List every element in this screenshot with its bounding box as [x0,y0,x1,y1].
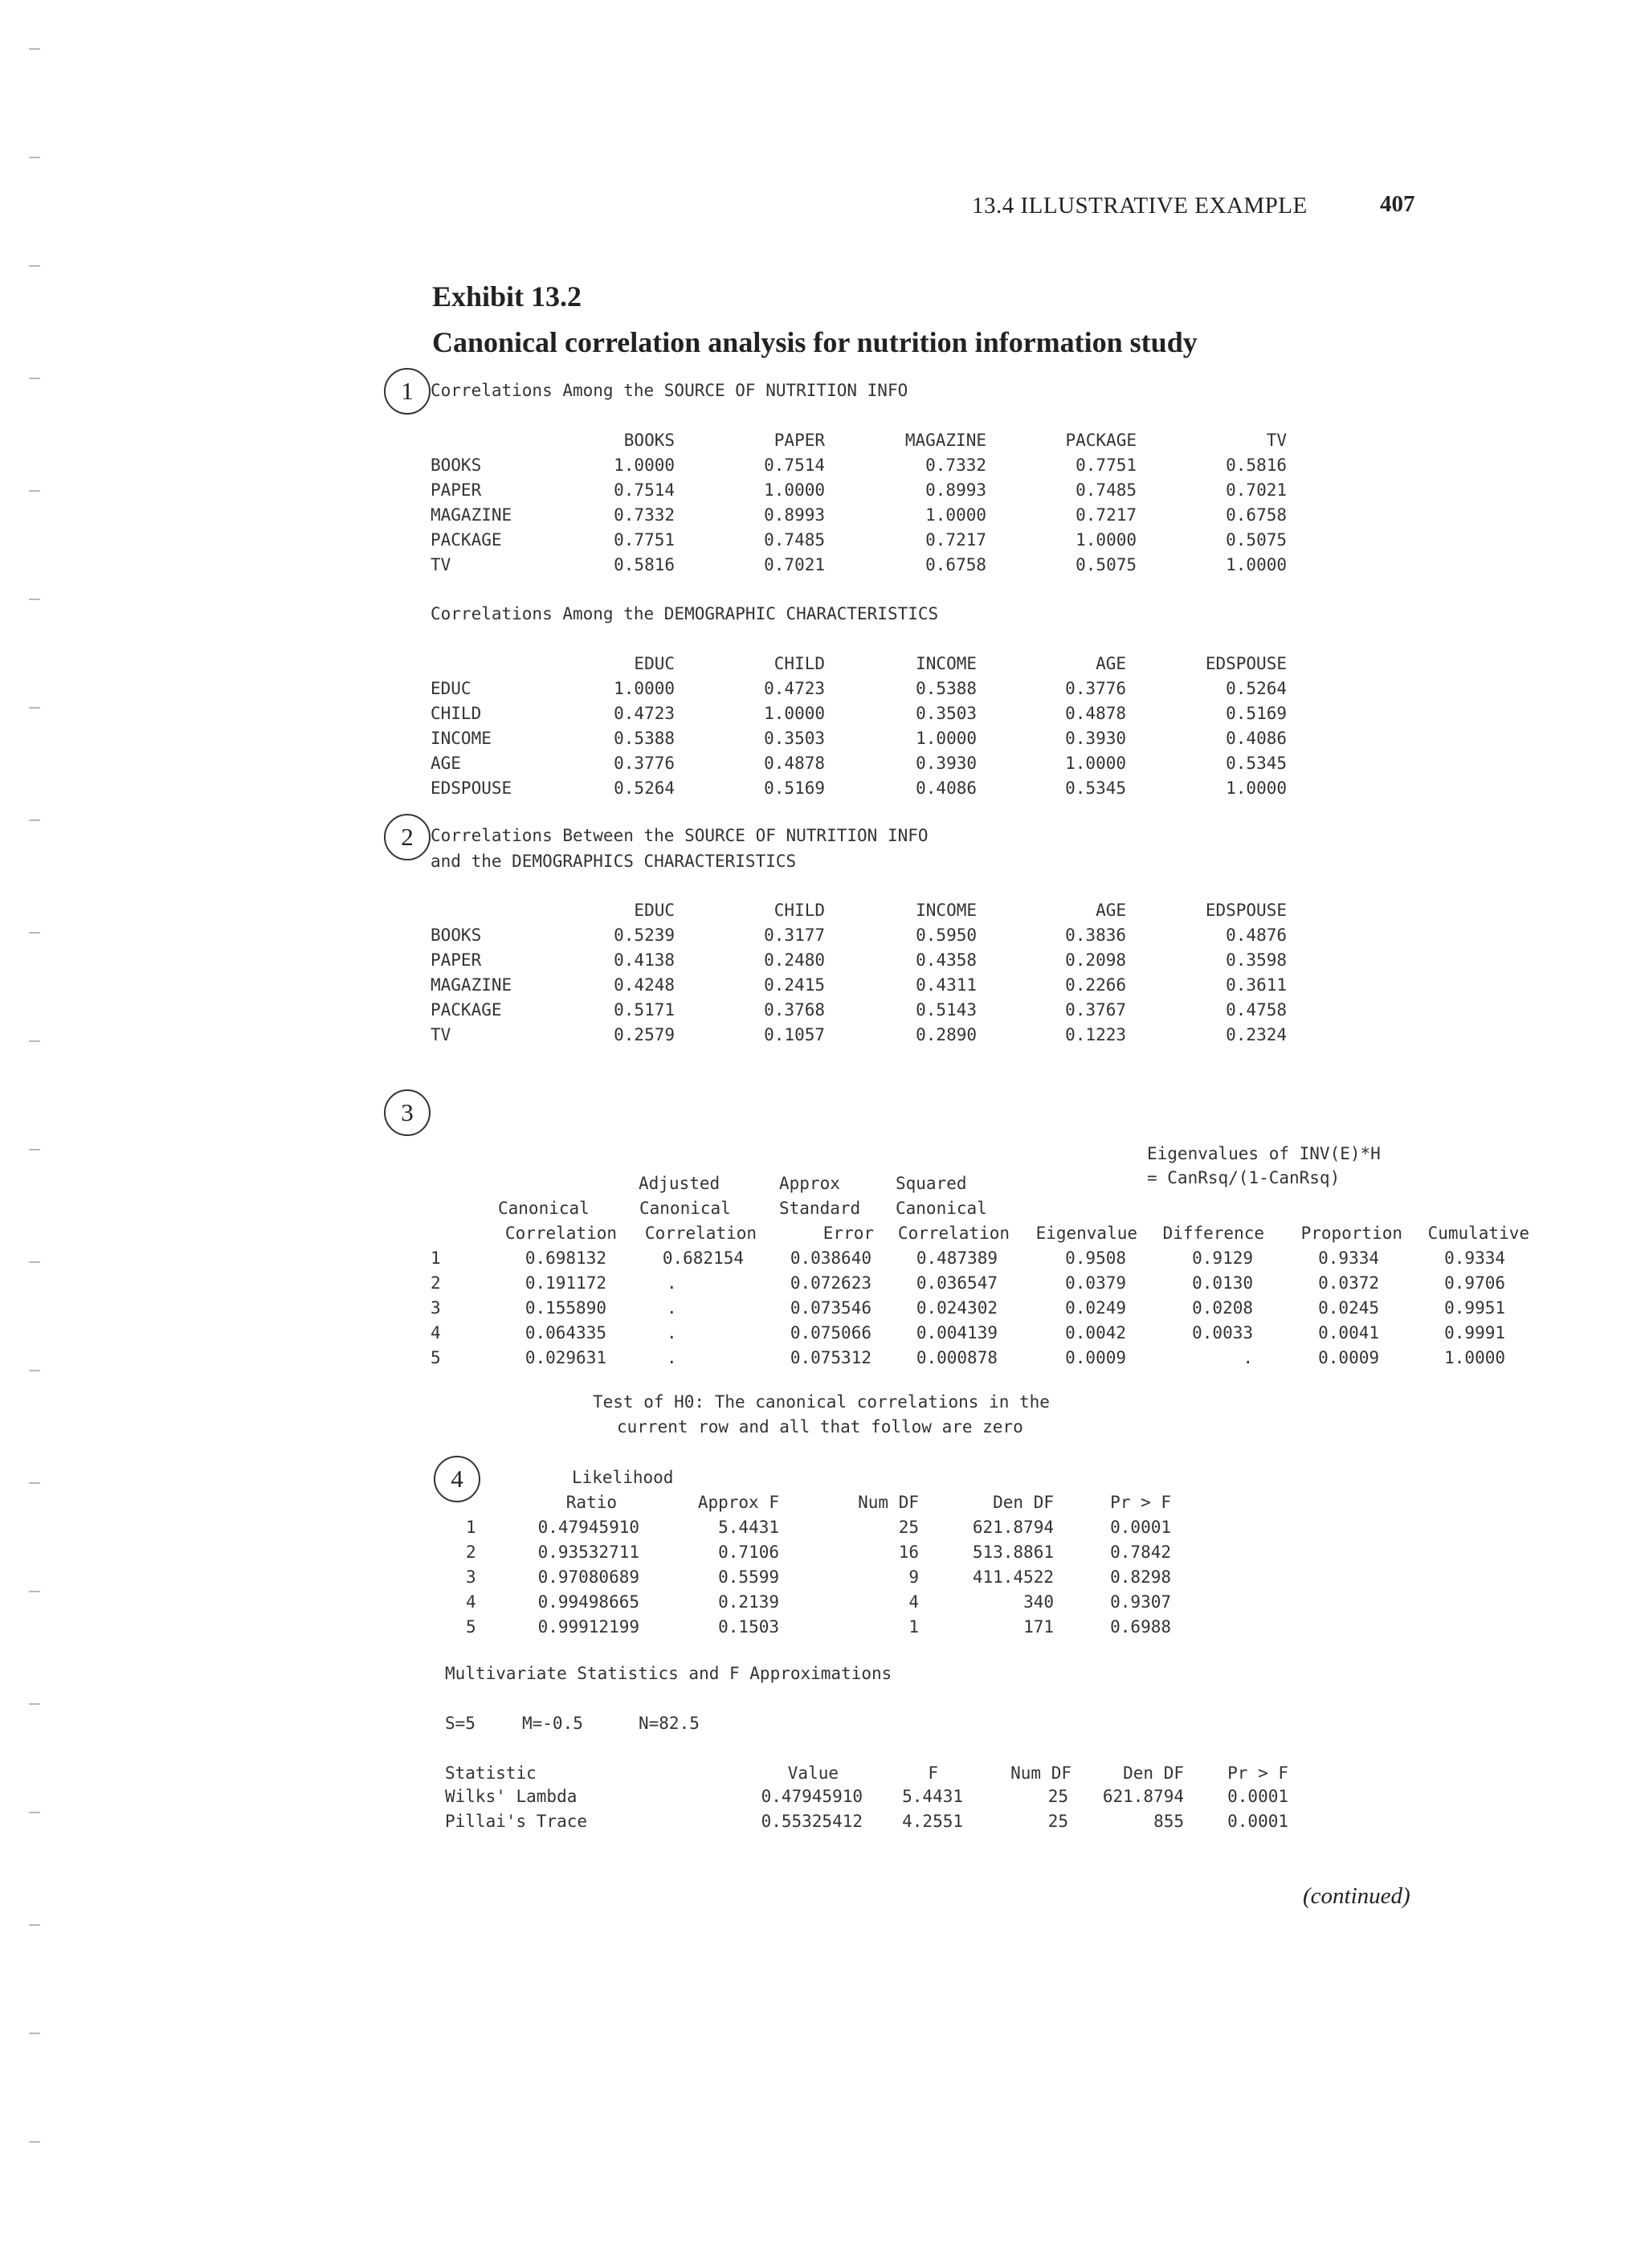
column-header: Num DF [858,1493,919,1512]
table-cell: 0.036547 [916,1273,998,1293]
binding-mark [29,819,40,821]
column-header: INCOME [916,901,977,920]
table-cell: 9 [908,1567,919,1587]
table-cell: 0.6758 [925,555,986,574]
table-cell: 0.9991 [1444,1323,1505,1342]
table-cell: 1 [908,1617,919,1637]
column-header: CHILD [774,901,825,920]
table-cell: 0.4878 [1065,704,1126,723]
table-cell: 0.7217 [1076,505,1137,525]
column-header: Correlation [504,1224,617,1243]
column-header: Pr > F [1110,1493,1171,1512]
table-cell: 0.5345 [1226,754,1287,773]
test-h0-line-1: Test of H0: The canonical correlations in the [593,1392,1050,1412]
table-cell: 0.5599 [718,1567,779,1587]
table-cell: 0.5143 [916,1000,977,1020]
binding-mark [29,2141,40,2143]
table-cell: 340 [1023,1592,1054,1612]
table-cell: 0.4086 [916,778,977,798]
column-header: BOOKS [623,431,675,450]
table-cell: 0.155890 [525,1298,606,1318]
table-cell: 0.3930 [916,754,977,773]
page-number: 407 [1380,191,1415,217]
column-header: Value [787,1763,839,1783]
table-cell: 0.8993 [764,505,825,525]
column-header: EDSPOUSE [1205,901,1287,920]
table-cell: 0.4876 [1226,926,1287,945]
table-cell: 0.073546 [790,1298,871,1318]
head-adjusted: Adjusted [639,1174,720,1193]
table-cell: 0.682154 [662,1248,744,1268]
row-label: MAGAZINE [431,975,512,995]
column-header: Den DF [1123,1763,1184,1783]
table-cell: 0.7106 [718,1543,779,1562]
table-cell: 0.2266 [1065,975,1126,995]
table-cell: 0.0379 [1065,1273,1126,1293]
table-cell: 0.4723 [614,704,675,723]
table-cell: 0.2098 [1065,950,1126,970]
column-header: EDSPOUSE [1205,654,1287,673]
binding-mark [29,1812,40,1813]
table-cell: 0.3598 [1226,950,1287,970]
table-cell: 0.6988 [1110,1617,1171,1637]
row-label: PACKAGE [431,1000,502,1020]
column-header: CHILD [774,654,825,673]
binding-mark [29,1040,40,1042]
row-number: 4 [431,1323,441,1342]
binding-mark [29,1149,40,1150]
head-canonical-2: Canonical [639,1199,731,1218]
n-param: N=82.5 [639,1714,700,1733]
table-cell: 1.0000 [764,704,825,723]
row-label: MAGAZINE [431,505,512,525]
column-header: Proportion [1300,1224,1402,1243]
table-cell: 0.0001 [1110,1518,1171,1537]
column-header: Correlation [897,1224,1010,1243]
table-cell: 0.3503 [764,729,825,748]
section-marker-3: 3 [384,1089,431,1136]
table-cell: 1.0000 [916,729,977,748]
row-label: Pillai's Trace [445,1812,588,1831]
column-header: AGE [1096,654,1126,673]
column-header: Pr > F [1227,1763,1288,1783]
table-cell: 0.000878 [916,1348,998,1367]
table-cell: 0.038640 [790,1248,871,1268]
column-header: INCOME [916,654,977,673]
table-cell: 0.075312 [790,1348,871,1367]
table-cell: 0.9307 [1110,1592,1171,1612]
column-header: Statistic [445,1763,537,1783]
table-cell: 0.5950 [916,926,977,945]
row-number: 1 [466,1518,476,1537]
row-label: EDSPOUSE [431,778,512,798]
table-cell: 0.029631 [525,1348,606,1367]
table-cell: 0.5075 [1226,530,1287,550]
binding-mark [29,265,40,267]
table-cell: 0.698132 [525,1248,606,1268]
binding-mark [29,1703,40,1705]
table-cell: 0.7751 [1076,456,1137,475]
column-header: Approx F [697,1493,779,1512]
table-cell: 5.4431 [902,1787,963,1806]
eigen-header-1: Eigenvalues of INV(E)*H [1147,1144,1381,1163]
table-cell: 0.7332 [925,456,986,475]
row-number: 2 [431,1273,441,1293]
table-cell: 25 [1047,1787,1068,1806]
binding-mark [29,2033,40,2034]
table-cell: 0.7021 [1226,480,1287,500]
column-header: Error [822,1224,874,1243]
table-cell: 0.5264 [614,778,675,798]
table-cell: 0.0001 [1227,1787,1288,1806]
row-label: EDUC [431,679,471,698]
table-cell: . [1243,1348,1253,1367]
table-cell: . [667,1348,677,1367]
source-corr-title: Correlations Among the SOURCE OF NUTRITION INFO [431,381,908,400]
table-cell: 0.191172 [525,1273,606,1293]
table-cell: 0.55325412 [761,1812,863,1831]
column-header: EDUC [634,654,675,673]
table-cell: 0.2579 [614,1025,675,1044]
eigen-header-2: = CanRsq/(1-CanRsq) [1147,1168,1341,1187]
table-cell: 0.7514 [614,480,675,500]
table-cell: 0.5816 [1226,456,1287,475]
table-cell: 0.2139 [718,1592,779,1612]
table-cell: 0.5169 [764,778,825,798]
table-cell: 411.4522 [972,1567,1054,1587]
table-cell: 0.0009 [1318,1348,1379,1367]
table-cell: 25 [898,1518,919,1537]
table-cell: 0.99498665 [537,1592,639,1612]
row-label: BOOKS [431,926,482,945]
table-cell: 0.5345 [1065,778,1126,798]
table-cell: 0.3776 [1065,679,1126,698]
table-cell: 0.9508 [1065,1248,1126,1268]
table-cell: 0.5075 [1076,555,1137,574]
table-cell: 0.0372 [1318,1273,1379,1293]
row-number: 2 [466,1543,476,1562]
table-cell: 0.1057 [764,1025,825,1044]
table-cell: 16 [898,1543,919,1562]
table-cell: 0.3503 [916,704,977,723]
column-header: Num DF [1010,1763,1071,1783]
table-cell: 0.0041 [1318,1323,1379,1342]
head-canonical-3: Canonical [896,1199,987,1218]
column-header: Ratio [565,1493,617,1512]
continued-note: (continued) [1303,1883,1410,1909]
binding-mark [29,490,40,492]
table-cell: 0.7217 [925,530,986,550]
table-cell: 1.0000 [1076,530,1137,550]
column-header: PACKAGE [1065,431,1137,450]
table-cell: 0.024302 [916,1298,998,1318]
column-header: TV [1266,431,1287,450]
table-cell: 855 [1153,1812,1184,1831]
table-cell: 1.0000 [925,505,986,525]
row-number: 5 [466,1617,476,1637]
row-label: Wilks' Lambda [445,1787,578,1806]
exhibit-title: Canonical correlation analysis for nutrition information study [432,326,1198,358]
table-cell: 0.9334 [1318,1248,1379,1268]
table-cell: 0.47945910 [761,1787,863,1806]
row-label: PAPER [431,480,482,500]
head-standard: Standard [779,1199,861,1218]
table-cell: 621.8794 [972,1518,1054,1537]
column-header: Eigenvalue [1035,1224,1137,1243]
table-cell: 0.4138 [614,950,675,970]
column-header: PAPER [774,431,825,450]
table-cell: 0.2415 [764,975,825,995]
table-cell: 0.47945910 [537,1518,639,1537]
row-number: 1 [431,1248,441,1268]
table-cell: 0.9334 [1444,1248,1505,1268]
table-cell: . [667,1323,677,1342]
table-cell: 513.8861 [972,1543,1054,1562]
table-cell: 0.5171 [614,1000,675,1020]
table-cell: 0.4723 [764,679,825,698]
row-label: TV [431,1025,451,1044]
table-cell: 0.7842 [1110,1543,1171,1562]
table-cell: 0.1223 [1065,1025,1126,1044]
column-header: F [928,1763,938,1783]
binding-mark [29,48,40,50]
row-number: 5 [431,1348,441,1367]
table-cell: 0.0033 [1192,1323,1253,1342]
table-cell: 0.0130 [1192,1273,1253,1293]
section-marker-2: 2 [384,814,431,860]
column-header: Cumulative [1427,1224,1529,1243]
table-cell: 0.3776 [614,754,675,773]
table-cell: 0.0249 [1065,1298,1126,1318]
table-cell: 0.4878 [764,754,825,773]
table-cell: 1.0000 [1444,1348,1505,1367]
table-cell: 0.2324 [1226,1025,1287,1044]
demographic-corr-title: Correlations Among the DEMOGRAPHIC CHARACTERISTICS [431,604,939,623]
section-marker-4: 4 [434,1456,480,1502]
table-cell: 4.2551 [902,1812,963,1831]
table-cell: 0.5816 [614,555,675,574]
table-cell: 0.9951 [1444,1298,1505,1318]
row-number: 3 [466,1567,476,1587]
binding-mark [29,1924,40,1926]
table-cell: 621.8794 [1102,1787,1184,1806]
table-cell: 0.2480 [764,950,825,970]
table-cell: 0.7514 [764,456,825,475]
table-cell: 0.2890 [916,1025,977,1044]
row-label: CHILD [431,704,482,723]
column-header: AGE [1096,901,1126,920]
table-cell: 0.4248 [614,975,675,995]
table-cell: 0.3177 [764,926,825,945]
row-label: TV [431,555,451,574]
table-cell: 0.7485 [764,530,825,550]
table-cell: 0.5388 [614,729,675,748]
table-cell: 0.5388 [916,679,977,698]
table-cell: 0.072623 [790,1273,871,1293]
table-cell: 0.3836 [1065,926,1126,945]
row-label: AGE [431,754,461,773]
table-cell: 0.5239 [614,926,675,945]
binding-mark [29,378,40,379]
table-cell: 0.4758 [1226,1000,1287,1020]
table-cell: 0.9706 [1444,1273,1505,1293]
row-label: BOOKS [431,456,482,475]
table-cell: 0.0208 [1192,1298,1253,1318]
table-cell: 0.99912199 [537,1617,639,1637]
table-cell: 171 [1023,1617,1054,1637]
row-label: PACKAGE [431,530,502,550]
binding-mark [29,599,40,600]
binding-mark [29,932,40,934]
table-cell: 0.064335 [525,1323,606,1342]
table-cell: 0.9129 [1192,1248,1253,1268]
between-corr-title-2: and the DEMOGRAPHICS CHARACTERISTICS [431,852,797,871]
table-cell: 0.8993 [925,480,986,500]
exhibit-label: Exhibit 13.2 [432,280,582,313]
table-cell: . [667,1273,677,1293]
table-cell: 0.97080689 [537,1567,639,1587]
table-cell: 0.4358 [916,950,977,970]
column-header: EDUC [634,901,675,920]
table-cell: 0.5169 [1226,704,1287,723]
table-cell: 1.0000 [1226,778,1287,798]
row-label: PAPER [431,950,482,970]
table-cell: 1.0000 [614,456,675,475]
table-cell: 0.0009 [1065,1348,1126,1367]
test-h0-line-2: current row and all that follow are zero [617,1417,1023,1436]
table-cell: 5.4431 [718,1518,779,1537]
table-cell: 0.4086 [1226,729,1287,748]
table-cell: 0.3767 [1065,1000,1126,1020]
table-cell: 1.0000 [764,480,825,500]
table-cell: 1.0000 [614,679,675,698]
head-squared: Squared [896,1174,967,1193]
table-cell: 0.93532711 [537,1543,639,1562]
binding-mark [29,707,40,709]
table-cell: 1.0000 [1065,754,1126,773]
table-cell: 0.7332 [614,505,675,525]
s-param: S=5 [445,1714,476,1733]
table-cell: 0.487389 [916,1248,998,1268]
head-canonical: Canonical [498,1199,590,1218]
binding-mark [29,1591,40,1592]
table-cell: 0.7485 [1076,480,1137,500]
table-cell: 0.3768 [764,1000,825,1020]
table-cell: 25 [1047,1812,1068,1831]
table-cell: 0.3930 [1065,729,1126,748]
table-cell: 0.6758 [1226,505,1287,525]
column-header: Correlation [644,1224,757,1243]
table-cell: 0.7751 [614,530,675,550]
table-cell: 4 [908,1592,919,1612]
table-cell: 0.0001 [1227,1812,1288,1831]
table-cell: 0.1503 [718,1617,779,1637]
table-cell: 1.0000 [1226,555,1287,574]
section-marker-1: 1 [384,368,431,415]
table-cell: 0.8298 [1110,1567,1171,1587]
column-header: MAGAZINE [904,431,986,450]
multivariate-title: Multivariate Statistics and F Approximations [445,1664,892,1683]
binding-mark [29,1370,40,1371]
table-cell: 0.0245 [1318,1298,1379,1318]
binding-mark [29,1482,40,1484]
running-header: 13.4 ILLUSTRATIVE EXAMPLE [972,193,1308,219]
row-number: 4 [466,1592,476,1612]
column-header: Difference [1162,1224,1264,1243]
table-cell: 0.075066 [790,1323,871,1342]
table-cell: . [667,1298,677,1318]
table-cell: 0.7021 [764,555,825,574]
m-param: M=-0.5 [522,1714,583,1733]
table-cell: 0.004139 [916,1323,998,1342]
head-likelihood: Likelihood [572,1468,674,1487]
between-corr-title-1: Correlations Between the SOURCE OF NUTRITION INFO [431,826,929,845]
table-cell: 0.5264 [1226,679,1287,698]
binding-mark [29,1261,40,1263]
head-approx: Approx [779,1174,840,1193]
binding-mark [29,157,40,158]
row-label: INCOME [431,729,492,748]
row-number: 3 [431,1298,441,1318]
column-header: Den DF [993,1493,1054,1512]
table-cell: 0.0042 [1065,1323,1126,1342]
table-cell: 0.4311 [916,975,977,995]
table-cell: 0.3611 [1226,975,1287,995]
